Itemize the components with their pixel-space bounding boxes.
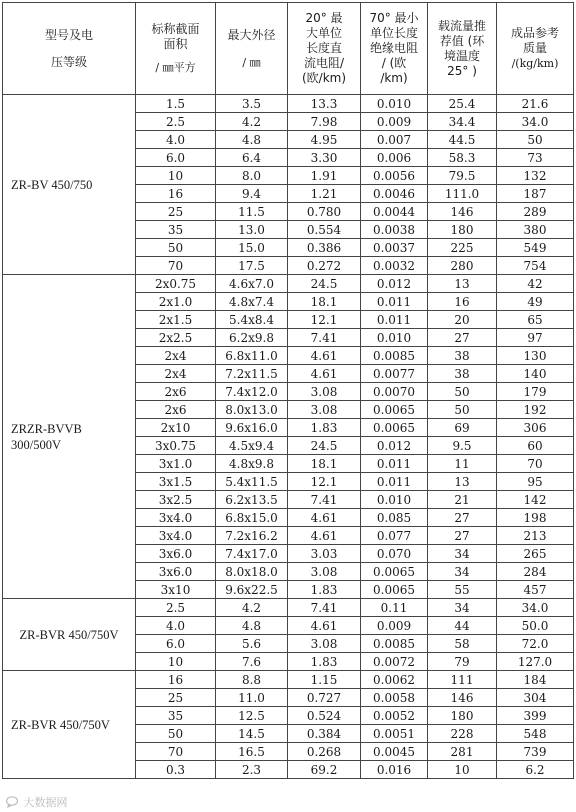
current-cell: 111 (428, 671, 497, 689)
dc-resistance-cell: 4.95 (288, 131, 361, 149)
weight-cell: 754 (497, 257, 574, 275)
weight-cell: 140 (497, 365, 574, 383)
insulation-resistance-cell: 0.006 (361, 149, 428, 167)
area-cell: 35 (136, 221, 216, 239)
header-dc-resistance (288, 3, 361, 95)
weight-cell: 289 (497, 203, 574, 221)
insulation-resistance-cell: 0.0037 (361, 239, 428, 257)
weight-cell: 284 (497, 563, 574, 581)
dc-resistance-cell: 3.03 (288, 545, 361, 563)
area-cell: 16 (136, 185, 216, 203)
area-cell: 1.5 (136, 95, 216, 113)
dc-resistance-cell: 13.3 (288, 95, 361, 113)
outer-diameter-cell: 11.0 (216, 689, 288, 707)
current-cell: 38 (428, 347, 497, 365)
dc-resistance-cell: 1.21 (288, 185, 361, 203)
outer-diameter-cell: 5.4x11.5 (216, 473, 288, 491)
outer-diameter-cell: 8.0x13.0 (216, 401, 288, 419)
weight-cell: 192 (497, 401, 574, 419)
area-cell: 3x2.5 (136, 491, 216, 509)
header-model (3, 3, 136, 95)
header-line: 大单位 (305, 26, 342, 40)
area-cell: 3x1.0 (136, 455, 216, 473)
weight-cell: 97 (497, 329, 574, 347)
current-cell: 21 (428, 491, 497, 509)
outer-diameter-cell: 7.2x11.5 (216, 365, 288, 383)
current-cell: 50 (428, 383, 497, 401)
weight-cell: 34.0 (497, 113, 574, 131)
weight-cell: 34.0 (497, 599, 574, 617)
dc-resistance-cell: 0.780 (288, 203, 361, 221)
dc-resistance-cell: 7.98 (288, 113, 361, 131)
insulation-resistance-cell: 0.0070 (361, 383, 428, 401)
model-cell: ZR-BVR 450/750V (3, 599, 136, 671)
weight-cell: 60 (497, 437, 574, 455)
header-line: 25° ) (447, 63, 477, 78)
insulation-resistance-cell: 0.0032 (361, 257, 428, 275)
insulation-resistance-cell: 0.010 (361, 329, 428, 347)
area-cell: 16 (136, 671, 216, 689)
dc-resistance-cell: 12.1 (288, 473, 361, 491)
insulation-resistance-cell: 0.0077 (361, 365, 428, 383)
weight-cell: 127.0 (497, 653, 574, 671)
outer-diameter-cell: 6.4 (216, 149, 288, 167)
model-cell: ZR-BV 450/750 (3, 95, 136, 275)
dc-resistance-cell: 7.41 (288, 329, 361, 347)
insulation-resistance-cell: 0.085 (361, 509, 428, 527)
area-cell: 25 (136, 689, 216, 707)
weight-cell: 265 (497, 545, 574, 563)
dc-resistance-cell: 7.41 (288, 491, 361, 509)
insulation-resistance-cell: 0.012 (361, 437, 428, 455)
outer-diameter-cell: 4.8x9.8 (216, 455, 288, 473)
weight-cell: 380 (497, 221, 574, 239)
area-cell: 50 (136, 239, 216, 257)
outer-diameter-cell: 5.6 (216, 635, 288, 653)
dc-resistance-cell: 0.554 (288, 221, 361, 239)
weight-cell: 142 (497, 491, 574, 509)
outer-diameter-cell: 4.2 (216, 113, 288, 131)
insulation-resistance-cell: 0.016 (361, 761, 428, 779)
dc-resistance-cell: 1.83 (288, 581, 361, 599)
dc-resistance-cell: 3.30 (288, 149, 361, 167)
outer-diameter-cell: 14.5 (216, 725, 288, 743)
current-cell: 281 (428, 743, 497, 761)
area-cell: 35 (136, 707, 216, 725)
weight-cell: 198 (497, 509, 574, 527)
area-cell: 2x6 (136, 401, 216, 419)
current-cell: 180 (428, 221, 497, 239)
model-cell: ZRZR-BVVB 300/500V (3, 275, 136, 599)
header-line: 载流量推 (437, 18, 486, 33)
table-row (3, 95, 574, 113)
dc-resistance-cell: 18.1 (288, 293, 361, 311)
area-cell: 25 (136, 203, 216, 221)
outer-diameter-cell: 6.2x13.5 (216, 491, 288, 509)
area-cell: 2x10 (136, 419, 216, 437)
outer-diameter-cell: 7.6 (216, 653, 288, 671)
weight-cell: 130 (497, 347, 574, 365)
weight-cell: 213 (497, 527, 574, 545)
header-line: 最大外径 (227, 27, 276, 42)
outer-diameter-cell: 6.2x9.8 (216, 329, 288, 347)
insulation-resistance-cell: 0.0072 (361, 653, 428, 671)
current-cell: 146 (428, 689, 497, 707)
header-line: 境温度 (443, 48, 480, 63)
dc-resistance-cell: 3.08 (288, 401, 361, 419)
outer-diameter-cell: 6.8x11.0 (216, 347, 288, 365)
outer-diameter-cell: 5.4x8.4 (216, 311, 288, 329)
insulation-resistance-cell: 0.0065 (361, 401, 428, 419)
weight-cell: 179 (497, 383, 574, 401)
weight-cell: 70 (497, 455, 574, 473)
header-insulation-resistance (361, 3, 428, 95)
header-line: 荐值 (环 (439, 33, 485, 48)
dc-resistance-cell: 1.83 (288, 419, 361, 437)
current-cell: 69 (428, 419, 497, 437)
header-line: 长度直 (305, 41, 342, 55)
current-cell: 180 (428, 707, 497, 725)
area-cell: 50 (136, 725, 216, 743)
current-cell: 38 (428, 365, 497, 383)
header-current (428, 3, 497, 95)
table-body (3, 95, 574, 779)
insulation-resistance-cell: 0.0085 (361, 347, 428, 365)
outer-diameter-cell: 4.8x7.4 (216, 293, 288, 311)
header-line: / ㎜平方 (155, 61, 196, 74)
current-cell: 58.3 (428, 149, 497, 167)
dc-resistance-cell: 4.61 (288, 365, 361, 383)
area-cell: 3x6.0 (136, 545, 216, 563)
weight-cell: 73 (497, 149, 574, 167)
outer-diameter-cell: 9.6x22.5 (216, 581, 288, 599)
area-cell: 6.0 (136, 635, 216, 653)
area-cell: 3x10 (136, 581, 216, 599)
outer-diameter-cell: 8.0x18.0 (216, 563, 288, 581)
insulation-resistance-cell: 0.0065 (361, 581, 428, 599)
dc-resistance-cell: 18.1 (288, 455, 361, 473)
dc-resistance-cell: 0.384 (288, 725, 361, 743)
insulation-resistance-cell: 0.012 (361, 275, 428, 293)
current-cell: 11 (428, 455, 497, 473)
insulation-resistance-cell: 0.0045 (361, 743, 428, 761)
weight-cell: 50.0 (497, 617, 574, 635)
outer-diameter-cell: 7.4x17.0 (216, 545, 288, 563)
header-line: /km) (380, 71, 408, 85)
insulation-resistance-cell: 0.0051 (361, 725, 428, 743)
current-cell: 27 (428, 329, 497, 347)
header-line: 型号及电 (44, 27, 93, 42)
area-cell: 2.5 (136, 113, 216, 131)
outer-diameter-cell: 9.6x16.0 (216, 419, 288, 437)
dc-resistance-cell: 0.272 (288, 257, 361, 275)
dc-resistance-cell: 3.08 (288, 635, 361, 653)
outer-diameter-cell: 17.5 (216, 257, 288, 275)
watermark (6, 794, 68, 810)
insulation-resistance-cell: 0.009 (361, 617, 428, 635)
current-cell: 13 (428, 473, 497, 491)
area-cell: 2x1.5 (136, 311, 216, 329)
header-area (136, 3, 216, 95)
insulation-resistance-cell: 0.011 (361, 473, 428, 491)
insulation-resistance-cell: 0.011 (361, 455, 428, 473)
area-cell: 3x4.0 (136, 527, 216, 545)
cable-spec-table (2, 2, 574, 779)
header-outer-diameter (216, 3, 288, 95)
header-line: 面积 (163, 37, 188, 51)
current-cell: 228 (428, 725, 497, 743)
header-line: 单位长度 (369, 26, 418, 40)
insulation-resistance-cell: 0.010 (361, 95, 428, 113)
area-cell: 6.0 (136, 149, 216, 167)
weight-cell: 21.6 (497, 95, 574, 113)
dc-resistance-cell: 1.83 (288, 653, 361, 671)
header-line: /(kg/km) (511, 57, 559, 70)
weight-cell: 548 (497, 725, 574, 743)
weight-cell: 304 (497, 689, 574, 707)
insulation-resistance-cell: 0.0038 (361, 221, 428, 239)
current-cell: 58 (428, 635, 497, 653)
dc-resistance-cell: 24.5 (288, 275, 361, 293)
insulation-resistance-cell: 0.010 (361, 491, 428, 509)
header-line: / ㎜ (242, 55, 261, 69)
insulation-resistance-cell: 0.0044 (361, 203, 428, 221)
dc-resistance-cell: 4.61 (288, 509, 361, 527)
area-cell: 0.3 (136, 761, 216, 779)
insulation-resistance-cell: 0.0065 (361, 563, 428, 581)
current-cell: 34.4 (428, 113, 497, 131)
weight-cell: 72.0 (497, 635, 574, 653)
header-line: 70° 最小 (369, 11, 419, 25)
weight-cell: 95 (497, 473, 574, 491)
outer-diameter-cell: 12.5 (216, 707, 288, 725)
header-line: 压等级 (50, 54, 87, 69)
table-row (3, 599, 574, 617)
weight-cell: 739 (497, 743, 574, 761)
current-cell: 44.5 (428, 131, 497, 149)
insulation-resistance-cell: 0.077 (361, 527, 428, 545)
outer-diameter-cell: 4.8 (216, 131, 288, 149)
current-cell: 55 (428, 581, 497, 599)
area-cell: 4.0 (136, 131, 216, 149)
insulation-resistance-cell: 0.0052 (361, 707, 428, 725)
header-line: (欧/km) (301, 71, 347, 85)
insulation-resistance-cell: 0.009 (361, 113, 428, 131)
insulation-resistance-cell: 0.0046 (361, 185, 428, 203)
dc-resistance-cell: 1.91 (288, 167, 361, 185)
header-line: 成品参考 (510, 26, 559, 40)
weight-cell: 306 (497, 419, 574, 437)
area-cell: 3x1.5 (136, 473, 216, 491)
area-cell: 2x0.75 (136, 275, 216, 293)
insulation-resistance-cell: 0.0058 (361, 689, 428, 707)
header-line: 绝缘电阻 (369, 41, 418, 55)
dc-resistance-cell: 0.386 (288, 239, 361, 257)
current-cell: 280 (428, 257, 497, 275)
current-cell: 79.5 (428, 167, 497, 185)
table-row (3, 671, 574, 689)
dc-resistance-cell: 3.08 (288, 383, 361, 401)
weight-cell: 549 (497, 239, 574, 257)
dc-resistance-cell: 7.41 (288, 599, 361, 617)
table-row (3, 275, 574, 293)
area-cell: 70 (136, 257, 216, 275)
area-cell: 3x0.75 (136, 437, 216, 455)
watermark-text: 大数据网 (23, 796, 68, 809)
insulation-resistance-cell: 0.11 (361, 599, 428, 617)
insulation-resistance-cell: 0.070 (361, 545, 428, 563)
area-cell: 2x1.0 (136, 293, 216, 311)
current-cell: 79 (428, 653, 497, 671)
model-cell: ZR-BVR 450/750V (3, 671, 136, 779)
weight-cell: 457 (497, 581, 574, 599)
weight-cell: 184 (497, 671, 574, 689)
outer-diameter-cell: 8.0 (216, 167, 288, 185)
dc-resistance-cell: 12.1 (288, 311, 361, 329)
weight-cell: 132 (497, 167, 574, 185)
dc-resistance-cell: 4.61 (288, 617, 361, 635)
outer-diameter-cell: 15.0 (216, 239, 288, 257)
weight-cell: 6.2 (497, 761, 574, 779)
insulation-resistance-cell: 0.0065 (361, 419, 428, 437)
header-line: 质量 (522, 41, 547, 55)
header-row (3, 3, 574, 95)
current-cell: 27 (428, 509, 497, 527)
outer-diameter-cell: 2.3 (216, 761, 288, 779)
current-cell: 34 (428, 545, 497, 563)
weight-cell: 65 (497, 311, 574, 329)
current-cell: 13 (428, 275, 497, 293)
area-cell: 2x2.5 (136, 329, 216, 347)
area-cell: 70 (136, 743, 216, 761)
insulation-resistance-cell: 0.011 (361, 311, 428, 329)
area-cell: 2.5 (136, 599, 216, 617)
area-cell: 10 (136, 167, 216, 185)
insulation-resistance-cell: 0.007 (361, 131, 428, 149)
outer-diameter-cell: 11.5 (216, 203, 288, 221)
outer-diameter-cell: 3.5 (216, 95, 288, 113)
area-cell: 2x6 (136, 383, 216, 401)
outer-diameter-cell: 4.5x9.4 (216, 437, 288, 455)
weight-cell: 399 (497, 707, 574, 725)
insulation-resistance-cell: 0.011 (361, 293, 428, 311)
dc-resistance-cell: 24.5 (288, 437, 361, 455)
current-cell: 146 (428, 203, 497, 221)
current-cell: 10 (428, 761, 497, 779)
area-cell: 2x4 (136, 347, 216, 365)
current-cell: 44 (428, 617, 497, 635)
dc-resistance-cell: 0.524 (288, 707, 361, 725)
current-cell: 34 (428, 563, 497, 581)
dc-resistance-cell: 4.61 (288, 527, 361, 545)
current-cell: 9.5 (428, 437, 497, 455)
insulation-resistance-cell: 0.0056 (361, 167, 428, 185)
current-cell: 25.4 (428, 95, 497, 113)
dc-resistance-cell: 0.268 (288, 743, 361, 761)
dc-resistance-cell: 4.61 (288, 347, 361, 365)
weight-cell: 42 (497, 275, 574, 293)
outer-diameter-cell: 7.4x12.0 (216, 383, 288, 401)
current-cell: 27 (428, 527, 497, 545)
dc-resistance-cell: 0.727 (288, 689, 361, 707)
header-line: 标称截面 (151, 22, 200, 36)
header-weight (497, 3, 574, 95)
chat-bubble-icon (6, 796, 20, 808)
dc-resistance-cell: 1.15 (288, 671, 361, 689)
weight-cell: 49 (497, 293, 574, 311)
area-cell: 3x6.0 (136, 563, 216, 581)
outer-diameter-cell: 9.4 (216, 185, 288, 203)
outer-diameter-cell: 4.8 (216, 617, 288, 635)
area-cell: 3x4.0 (136, 509, 216, 527)
weight-cell: 50 (497, 131, 574, 149)
insulation-resistance-cell: 0.0085 (361, 635, 428, 653)
header-line: 流电阻/ (303, 56, 345, 70)
dc-resistance-cell: 69.2 (288, 761, 361, 779)
outer-diameter-cell: 4.2 (216, 599, 288, 617)
outer-diameter-cell: 4.6x7.0 (216, 275, 288, 293)
weight-cell: 187 (497, 185, 574, 203)
outer-diameter-cell: 13.0 (216, 221, 288, 239)
header-line: / (欧 (381, 56, 407, 70)
header-line: 20° 最 (305, 11, 343, 25)
insulation-resistance-cell: 0.0062 (361, 671, 428, 689)
current-cell: 16 (428, 293, 497, 311)
current-cell: 111.0 (428, 185, 497, 203)
outer-diameter-cell: 7.2x16.2 (216, 527, 288, 545)
current-cell: 34 (428, 599, 497, 617)
current-cell: 20 (428, 311, 497, 329)
current-cell: 50 (428, 401, 497, 419)
outer-diameter-cell: 6.8x15.0 (216, 509, 288, 527)
outer-diameter-cell: 16.5 (216, 743, 288, 761)
area-cell: 10 (136, 653, 216, 671)
outer-diameter-cell: 8.8 (216, 671, 288, 689)
current-cell: 225 (428, 239, 497, 257)
area-cell: 4.0 (136, 617, 216, 635)
area-cell: 2x4 (136, 365, 216, 383)
dc-resistance-cell: 3.08 (288, 563, 361, 581)
